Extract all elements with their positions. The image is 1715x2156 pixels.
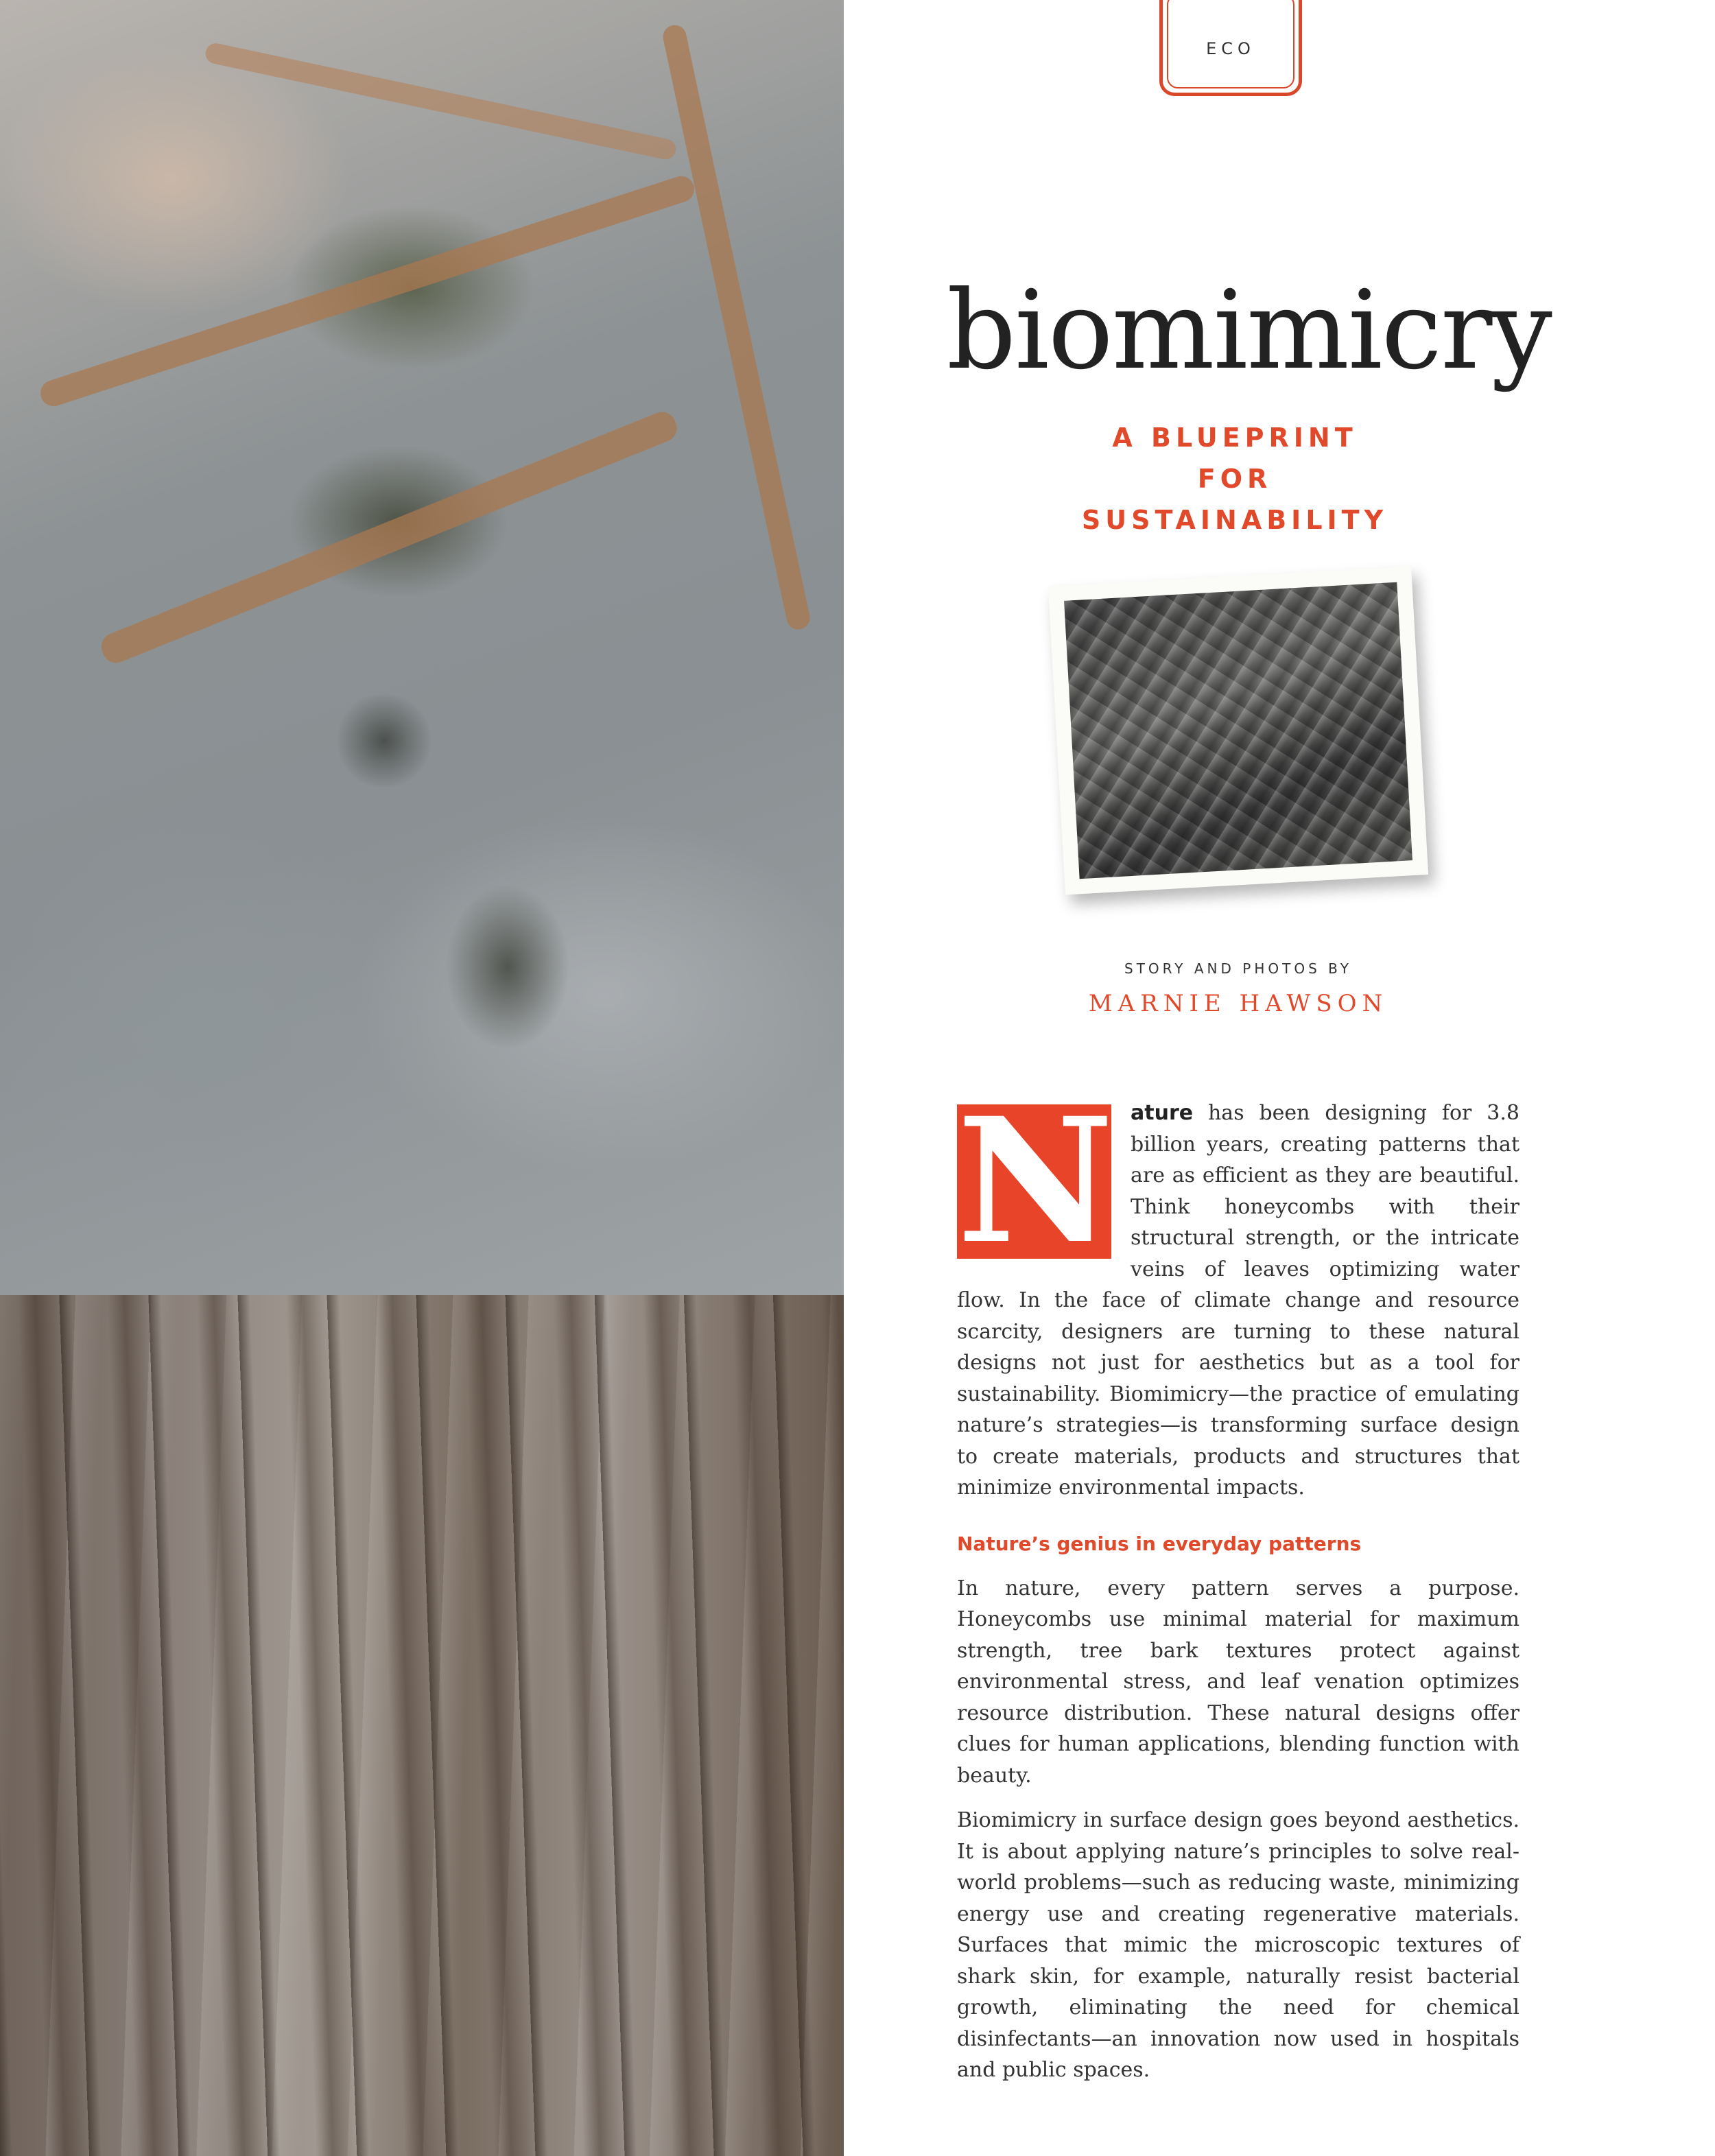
byline-kicker: STORY AND PHOTOS BY	[1124, 960, 1352, 977]
inset-bark-photo	[1064, 582, 1412, 879]
rock-vein	[37, 173, 698, 410]
subtitle-line: A BLUEPRINT	[1112, 423, 1358, 453]
body-paragraph: Biomimicry in surface design goes beyond aesthetics. It is about applying nature’s principles to solve real-world problems—such as reducing waste, minimizing energy use and creating regenerative materials. Surfaces that mimic the microscopic textures of shark skin, for example, naturally resist bacterial growth, eliminating the need for chemical disinfectants—an innovation now used in hospitals and public spaces.	[957, 1808, 1519, 2082]
article-body	[957, 1080, 1519, 2100]
tree-bark-photo	[0, 1295, 844, 2156]
rock-vein	[661, 23, 812, 631]
page-title: biomimicry	[947, 268, 1551, 394]
subtitle-line: SUSTAINABILITY	[1081, 505, 1388, 535]
drop-cap-letter: N	[957, 1080, 1114, 1281]
section-subhead: Nature’s genius in everyday patterns	[957, 1532, 1362, 1555]
section-tab	[1159, 0, 1302, 96]
intro-text: has been designing for 3.8 billion years, creating patterns that are as efficient as they are beautiful. Think honeycombs with their structural strength, or the intricate veins of leaves optimizing water flow. In the face of climate change and resource scarcity, designers are turning to these natural designs not just for aesthetics but as a tool for sustainability. Biomimicry—the practice of emulating nature’s strategies—is transforming surface design to create materials, products and structures that minimize environmental impacts.	[957, 1101, 1519, 1500]
photo-column	[0, 0, 844, 2156]
byline-author: MARNIE HAWSON	[1088, 990, 1388, 1017]
subtitle	[954, 417, 1516, 541]
inset-photo-frame	[1048, 567, 1428, 895]
subtitle-line: FOR	[1197, 464, 1273, 494]
rock-vein	[97, 407, 681, 667]
lead-word: ature	[1131, 1101, 1194, 1125]
body-paragraph: In nature, every pattern serves a purpose. Honeycombs use minimal material for maximum strength, tree bark textures protect against environmental stress, and leaf venation optimizes resource distribution. These natural designs offer clues for human applications, blending function with beauty.	[957, 1576, 1519, 1788]
deckled-edge	[827, 0, 854, 2156]
drop-cap	[957, 1080, 1114, 1281]
rock-vein	[204, 41, 678, 161]
section-tab-label: ECO	[1206, 39, 1255, 58]
rock-texture-photo	[0, 0, 844, 1295]
